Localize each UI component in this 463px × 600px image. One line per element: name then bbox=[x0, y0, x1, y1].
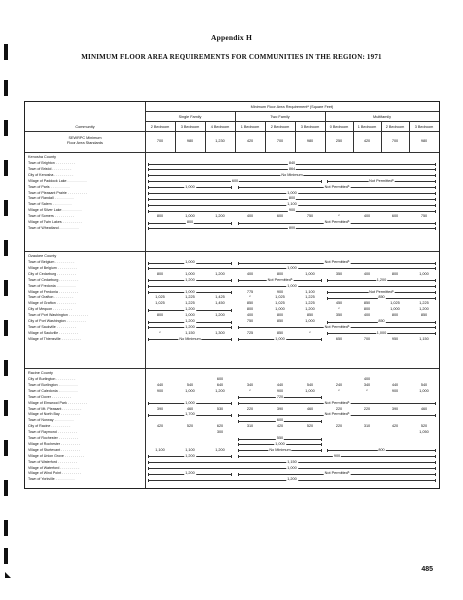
cell-value: Not Permittedᵇ bbox=[369, 289, 394, 294]
cell-value: 220 bbox=[363, 406, 371, 411]
community-name: Town of Norway . . . . . . . . . . bbox=[28, 418, 74, 423]
community-name: Town of Caledonia . . . . . . . . . . bbox=[28, 388, 78, 393]
cell-value: No Minimum bbox=[179, 336, 201, 341]
cell-value: 850 bbox=[378, 295, 385, 300]
community-name: Town of Mt. Pleasant . . . . . . . . . . bbox=[28, 406, 82, 411]
cell-value: 620 bbox=[216, 424, 224, 429]
cell-value: 800 bbox=[276, 313, 284, 318]
cell-value: 1,200 bbox=[305, 307, 315, 312]
cell-value: 1,000 bbox=[275, 336, 285, 341]
cell-value: 600 bbox=[231, 178, 239, 183]
cell-value: Not Permittedᵇ bbox=[324, 324, 350, 329]
cell-value: 1,200 bbox=[215, 388, 225, 393]
cell-value: 800 bbox=[156, 271, 164, 276]
cell-value: 640 bbox=[216, 382, 224, 387]
column-divider bbox=[145, 102, 146, 488]
cell-value: 1,200 bbox=[215, 271, 225, 276]
standards-label: Floor Area Standards bbox=[67, 141, 103, 145]
cell-value: 1,150 bbox=[287, 459, 297, 464]
cell-value: 850 bbox=[276, 319, 284, 323]
cell-value: 1,000 bbox=[287, 265, 297, 270]
community-name: Town of Yorkville . . . . . . . . . . bbox=[28, 477, 75, 482]
group-header-two: Two Family bbox=[270, 115, 290, 119]
cell-value: 400 bbox=[363, 271, 371, 276]
cell-value: 1,000 bbox=[185, 260, 195, 264]
community-name: Village of Rochester . . . . . . . . . . bbox=[28, 441, 81, 446]
community-name: Village of Paddock Lake . . . . . . . . . . bbox=[28, 178, 87, 183]
cell-value: 1,200 bbox=[185, 307, 195, 312]
cell-value: 600 bbox=[276, 214, 284, 219]
group-header-single: Single Family bbox=[178, 115, 202, 119]
binder-mark bbox=[4, 400, 8, 416]
community-name: Town of Raymond . . . . . . . . . . bbox=[28, 430, 77, 435]
cell-value: 310 bbox=[246, 424, 254, 429]
cell-value: 350 bbox=[335, 271, 343, 276]
cell-value: Not Permittedᵇ bbox=[324, 471, 350, 476]
community-name: Village of North Bay . . . . . . . . . . bbox=[28, 412, 80, 417]
cell-value: 1,000 bbox=[287, 283, 297, 288]
cell-value: 440 bbox=[276, 382, 284, 387]
cell-value: 1,700 bbox=[185, 412, 195, 417]
cell-value: 1,450 bbox=[215, 301, 225, 306]
cell-value: ᶜ bbox=[338, 307, 340, 312]
cell-value: 350 bbox=[335, 313, 343, 318]
cell-value: 900 bbox=[333, 453, 341, 458]
cell-value: 420 bbox=[391, 424, 399, 429]
community-name: Village of Sturtevant . . . . . . . . . . bbox=[28, 447, 81, 452]
cell-value: 864 bbox=[288, 166, 296, 171]
cell-value: 1,025 bbox=[275, 295, 285, 300]
cell-value: 450 bbox=[335, 301, 343, 306]
header-divider bbox=[145, 121, 439, 122]
cell-value: 900 bbox=[156, 388, 164, 393]
cell-value: 1,000 bbox=[305, 319, 315, 323]
column-header: 3 Bedroom bbox=[180, 125, 200, 129]
community-name: City of Mequon . . . . . . . . . . bbox=[28, 307, 73, 312]
cell-value: ᶜ bbox=[366, 388, 368, 393]
cell-value: 750 bbox=[246, 319, 254, 323]
community-header: Community bbox=[75, 125, 95, 129]
cell-value: 1,200 bbox=[215, 214, 225, 219]
community-name: City of Cedarburg . . . . . . . . . . bbox=[28, 271, 77, 276]
community-name: City of Port Washington . . . . . . . . . . bbox=[28, 319, 86, 323]
cell-value: 850 bbox=[246, 301, 254, 306]
cell-value: No Minimum bbox=[281, 172, 303, 177]
cell-value: 340 bbox=[246, 382, 254, 387]
cell-value: 775 bbox=[246, 289, 254, 294]
cell-value: 1,000 bbox=[390, 307, 400, 312]
community-name: Town of Port Washington . . . . . . . . . . bbox=[28, 313, 88, 318]
cell-value: 1,000 bbox=[287, 190, 297, 195]
community-name: Town of Wheatland . . . . . . . . . . bbox=[28, 225, 79, 230]
binder-mark bbox=[4, 548, 8, 564]
cell-value: 1,100 bbox=[287, 202, 297, 207]
cell-value: 1,200 bbox=[215, 447, 225, 452]
cell-value: 1,200 bbox=[376, 277, 387, 282]
cell-value: 390 bbox=[276, 406, 284, 411]
binder-mark bbox=[4, 360, 8, 376]
cell-value: 540 bbox=[306, 382, 314, 387]
page-title: MINIMUM FLOOR AREA REQUIREMENTS FOR COMMUNITIES IN THE REGION: 1971 bbox=[81, 53, 382, 61]
cell-value: ᶜ bbox=[249, 388, 251, 393]
county-heading: Racine County bbox=[28, 371, 53, 375]
cell-value: 420 bbox=[276, 424, 284, 429]
cell-value: 220 bbox=[335, 406, 343, 411]
cell-value: 800 bbox=[186, 220, 194, 224]
cell-value: 420 bbox=[156, 424, 164, 429]
column-header: 2 Bedroom bbox=[270, 125, 290, 129]
binder-mark bbox=[4, 200, 8, 216]
cell-value: 460 bbox=[420, 406, 428, 411]
cell-value: 400 bbox=[246, 313, 254, 318]
cell-value: 1,000 bbox=[275, 441, 285, 446]
corner-mark bbox=[5, 572, 11, 578]
cell-value: 1,025 bbox=[155, 301, 165, 306]
cell-value: 800 bbox=[246, 307, 254, 312]
cell-value: 600 bbox=[216, 377, 224, 381]
cell-value: 400 bbox=[246, 214, 254, 219]
binder-mark bbox=[4, 320, 8, 336]
cell-value: 1,025 bbox=[275, 301, 285, 306]
binder-mark bbox=[4, 520, 8, 536]
community-name: City of Racine . . . . . . . . . . bbox=[28, 424, 71, 429]
standard-value: 980 bbox=[186, 139, 194, 143]
cell-value: 520 bbox=[420, 424, 428, 429]
cell-value: Not Permittedᵇ bbox=[324, 220, 350, 224]
cell-value: 1,000 bbox=[185, 289, 195, 294]
cell-value: 1,200 bbox=[185, 324, 195, 329]
cell-value: 540 bbox=[420, 382, 428, 387]
standard-value: 250 bbox=[335, 139, 343, 143]
cell-value: 460 bbox=[306, 406, 314, 411]
column-header: 0 Bedroom bbox=[329, 125, 349, 129]
community-name: Town of Randall . . . . . . . . . . bbox=[28, 196, 74, 201]
community-name: Town of Salem . . . . . . . . . . bbox=[28, 202, 72, 207]
community-name: Village of Wind Point . . . . . . . . . . bbox=[28, 471, 82, 476]
binder-mark bbox=[4, 440, 8, 456]
county-heading: Kenosha County bbox=[28, 155, 57, 159]
cell-value: 460 bbox=[186, 406, 194, 411]
community-name: Town of Rochester . . . . . . . . . . bbox=[28, 436, 78, 440]
page-number: 485 bbox=[421, 566, 433, 573]
cell-value: 700 bbox=[363, 336, 371, 341]
cell-value: 800 bbox=[378, 447, 385, 452]
community-name: Town of Saukville . . . . . . . . . . bbox=[28, 324, 76, 329]
cell-value: 950 bbox=[391, 336, 399, 341]
cell-value: ᶜ bbox=[249, 295, 251, 300]
column-header: 2 Bedroom bbox=[385, 125, 405, 129]
cell-value: 900 bbox=[288, 208, 296, 213]
cell-value: 1,050 bbox=[419, 430, 429, 435]
cell-value: 1,000 bbox=[287, 465, 297, 470]
standard-value: 980 bbox=[420, 139, 428, 143]
cell-value: 900 bbox=[276, 289, 284, 294]
cell-value: 1,000 bbox=[185, 313, 195, 318]
cell-value: 1,000 bbox=[305, 388, 315, 393]
column-header: 1 Bedroom bbox=[240, 125, 260, 129]
cell-value: 1,000 bbox=[185, 214, 195, 219]
appendix-heading: Appendix H bbox=[211, 33, 252, 42]
cell-value: 1,200 bbox=[185, 319, 195, 323]
header-divider bbox=[145, 111, 439, 112]
cell-value: Not Permittedᵇ bbox=[324, 400, 350, 405]
column-header: 3 Bedroom bbox=[300, 125, 320, 129]
cell-value: 1,100 bbox=[305, 289, 315, 294]
binder-mark bbox=[4, 120, 8, 136]
cell-value: 850 bbox=[276, 330, 284, 335]
cell-value: 800 bbox=[288, 225, 296, 230]
community-name: Town of Cedarburg . . . . . . . . . . bbox=[28, 277, 79, 282]
cell-value: ᶜ bbox=[159, 330, 161, 335]
cell-value: 1,200 bbox=[215, 313, 225, 318]
cell-value: 800 bbox=[391, 313, 399, 318]
cell-value: Not Permittedᵇ bbox=[369, 178, 394, 183]
binder-mark bbox=[4, 80, 8, 96]
cell-value: 220 bbox=[335, 424, 343, 429]
community-name: Village of Silver Lake . . . . . . . . . . bbox=[28, 208, 82, 213]
standard-value: 980 bbox=[306, 139, 314, 143]
community-name: Village of Twin Lakes . . . . . . . . . . bbox=[28, 220, 82, 224]
county-divider bbox=[25, 251, 439, 252]
cell-value: No Minimum bbox=[269, 447, 291, 452]
community-name: Town of Bristol . . . . . . . . . . bbox=[28, 166, 72, 171]
cell-value: 400 bbox=[363, 313, 371, 318]
cell-value: 840 bbox=[288, 161, 296, 165]
cell-value: 1,225 bbox=[185, 301, 195, 306]
cell-value: 1,200 bbox=[185, 277, 195, 282]
column-header: 1 Bedroom bbox=[357, 125, 377, 129]
cell-value: 1,200 bbox=[287, 477, 297, 482]
cell-value: 1,000 bbox=[185, 184, 195, 189]
cell-value: 650 bbox=[335, 336, 343, 341]
community-name: Village of Saukville . . . . . . . . . . bbox=[28, 330, 79, 335]
cell-value: 800 bbox=[156, 214, 164, 219]
cell-value: 1,000 bbox=[185, 388, 195, 393]
cell-value: 1,150 bbox=[185, 330, 195, 335]
community-name: City of Burlington . . . . . . . . . . bbox=[28, 377, 76, 381]
county-heading: Ozaukee County bbox=[28, 254, 57, 258]
cell-value: 310 bbox=[363, 424, 371, 429]
cell-value: 1,000 bbox=[185, 271, 195, 276]
column-header: 2 Bedroom bbox=[150, 125, 170, 129]
cell-value: 1,000 bbox=[275, 307, 285, 312]
cell-value: 340 bbox=[363, 382, 371, 387]
cell-value: 850 bbox=[420, 313, 428, 318]
community-name: Town of Somers . . . . . . . . . . bbox=[28, 214, 74, 219]
community-name: Town of Belgium . . . . . . . . . . bbox=[28, 260, 75, 264]
cell-value: 1,300 bbox=[215, 330, 225, 335]
community-name: Town of Pleasant Prairie . . . . . . . . . . bbox=[28, 190, 87, 195]
cell-value: 850 bbox=[306, 313, 314, 318]
cell-value: 1,000 bbox=[376, 330, 387, 335]
cell-value: ᶜ bbox=[338, 388, 340, 393]
cell-value: 1,000 bbox=[419, 388, 429, 393]
cell-value: 600 bbox=[276, 418, 284, 423]
cell-value: 800 bbox=[391, 271, 399, 276]
community-name: Village of Belgium . . . . . . . . . . bbox=[28, 265, 77, 270]
community-name: City of Kenosha . . . . . . . . . . bbox=[28, 172, 74, 177]
cell-value: 750 bbox=[306, 214, 314, 219]
standard-value: 420 bbox=[363, 139, 371, 143]
cell-value: 390 bbox=[391, 406, 399, 411]
cell-value: 1,150 bbox=[419, 336, 429, 341]
cell-value: Not Permittedᵇ bbox=[324, 260, 350, 264]
cell-value: 540 bbox=[186, 382, 194, 387]
cell-value: 240 bbox=[335, 382, 343, 387]
binder-mark bbox=[4, 240, 8, 256]
cell-value: 300 bbox=[216, 430, 224, 435]
cell-value: 440 bbox=[156, 382, 164, 387]
community-name: Town of Brighton . . . . . . . . . . bbox=[28, 161, 75, 165]
header-divider bbox=[25, 152, 439, 153]
standard-value: 700 bbox=[276, 139, 284, 143]
cell-value: 1,000 bbox=[305, 271, 315, 276]
cell-value: 530 bbox=[216, 406, 224, 411]
cell-value: 720 bbox=[276, 394, 284, 399]
cell-value: 1,000 bbox=[419, 271, 429, 276]
community-name: Village of Fredonia . . . . . . . . . . bbox=[28, 289, 78, 294]
cell-value: ᶜ bbox=[338, 214, 340, 219]
cell-value: 440 bbox=[391, 382, 399, 387]
cell-value: 1,425 bbox=[215, 295, 225, 300]
binder-mark bbox=[4, 160, 8, 176]
cell-value: 850 bbox=[363, 301, 371, 306]
cell-value: 520 bbox=[186, 424, 194, 429]
column-header: 4 Bedroom bbox=[210, 125, 230, 129]
cell-value: 600 bbox=[391, 214, 399, 219]
cell-value: 800 bbox=[363, 307, 371, 312]
cell-value: 900 bbox=[276, 388, 284, 393]
super-header: Minimum Floor Area Requirementᵃ (Square Feet) bbox=[250, 105, 334, 109]
cell-value: ᶜ bbox=[309, 330, 311, 335]
cell-value: 800 bbox=[276, 271, 284, 276]
cell-value: 1,025 bbox=[155, 295, 165, 300]
community-name: Village of Elmwood Park . . . . . . . . . . bbox=[28, 400, 87, 405]
cell-value: 1,000 bbox=[185, 400, 195, 405]
standard-value: 700 bbox=[391, 139, 399, 143]
cell-value: 1,200 bbox=[185, 453, 195, 458]
cell-value: 900 bbox=[391, 388, 399, 393]
cell-value: Not Permittedᵇ bbox=[324, 184, 350, 189]
community-name: Village of Thiensville . . . . . . . . . . bbox=[28, 336, 81, 341]
community-name: Town of Waterford . . . . . . . . . . bbox=[28, 459, 77, 464]
community-name: Village of Union Grove . . . . . . . . . . bbox=[28, 453, 84, 458]
cell-value: 850 bbox=[378, 319, 385, 323]
column-header: 3 Bedroom bbox=[414, 125, 434, 129]
cell-value: 1,200 bbox=[419, 307, 429, 312]
community-name: Town of Burlington . . . . . . . . . . bbox=[28, 382, 78, 387]
standard-value: 700 bbox=[156, 139, 164, 143]
cell-value: 390 bbox=[156, 406, 164, 411]
group-header-multi: Multifamily bbox=[373, 115, 391, 119]
standards-label: SEWRPC Minimum bbox=[68, 136, 102, 140]
cell-value: 800 bbox=[288, 196, 296, 201]
cell-value: 400 bbox=[246, 271, 254, 276]
cell-value: Not Permittedᵇ bbox=[267, 277, 293, 282]
cell-value: 400 bbox=[363, 377, 371, 381]
header-divider bbox=[25, 131, 439, 132]
cell-value: 1,225 bbox=[419, 301, 429, 306]
community-name: Town of Paris . . . . . . . . . . bbox=[28, 184, 70, 189]
binder-mark bbox=[4, 480, 8, 496]
community-name: Town of Fredonia . . . . . . . . . . bbox=[28, 283, 76, 288]
cell-value: 220 bbox=[246, 406, 254, 411]
cell-value: 1,025 bbox=[390, 301, 400, 306]
standard-value: 1,230 bbox=[215, 139, 225, 143]
community-name: Village of Grafton . . . . . . . . . . bbox=[28, 301, 76, 306]
cell-value: 1,225 bbox=[185, 295, 195, 300]
community-name: Village of Waterford . . . . . . . . . . bbox=[28, 465, 80, 470]
cell-value: 520 bbox=[306, 424, 314, 429]
county-divider bbox=[25, 368, 439, 369]
cell-value: 1,200 bbox=[185, 471, 195, 476]
cell-value: 550 bbox=[276, 436, 284, 440]
cell-value: 725 bbox=[246, 330, 254, 335]
cell-value: 800 bbox=[156, 313, 164, 318]
cell-value: 1,100 bbox=[185, 447, 195, 452]
standard-value: 420 bbox=[246, 139, 254, 143]
floor-area-table bbox=[24, 101, 440, 489]
cell-value: 1,100 bbox=[155, 447, 165, 452]
cell-value: Not Permittedᵇ bbox=[324, 412, 350, 417]
cell-value: 1,225 bbox=[305, 295, 315, 300]
community-name: Town of Dover . . . . . . . . . . bbox=[28, 394, 71, 399]
cell-value: 1,225 bbox=[305, 301, 315, 306]
binder-mark bbox=[4, 280, 8, 296]
cell-value: 400 bbox=[363, 214, 371, 219]
community-name: Town of Grafton . . . . . . . . . . bbox=[28, 295, 74, 300]
cell-value: 750 bbox=[420, 214, 428, 219]
